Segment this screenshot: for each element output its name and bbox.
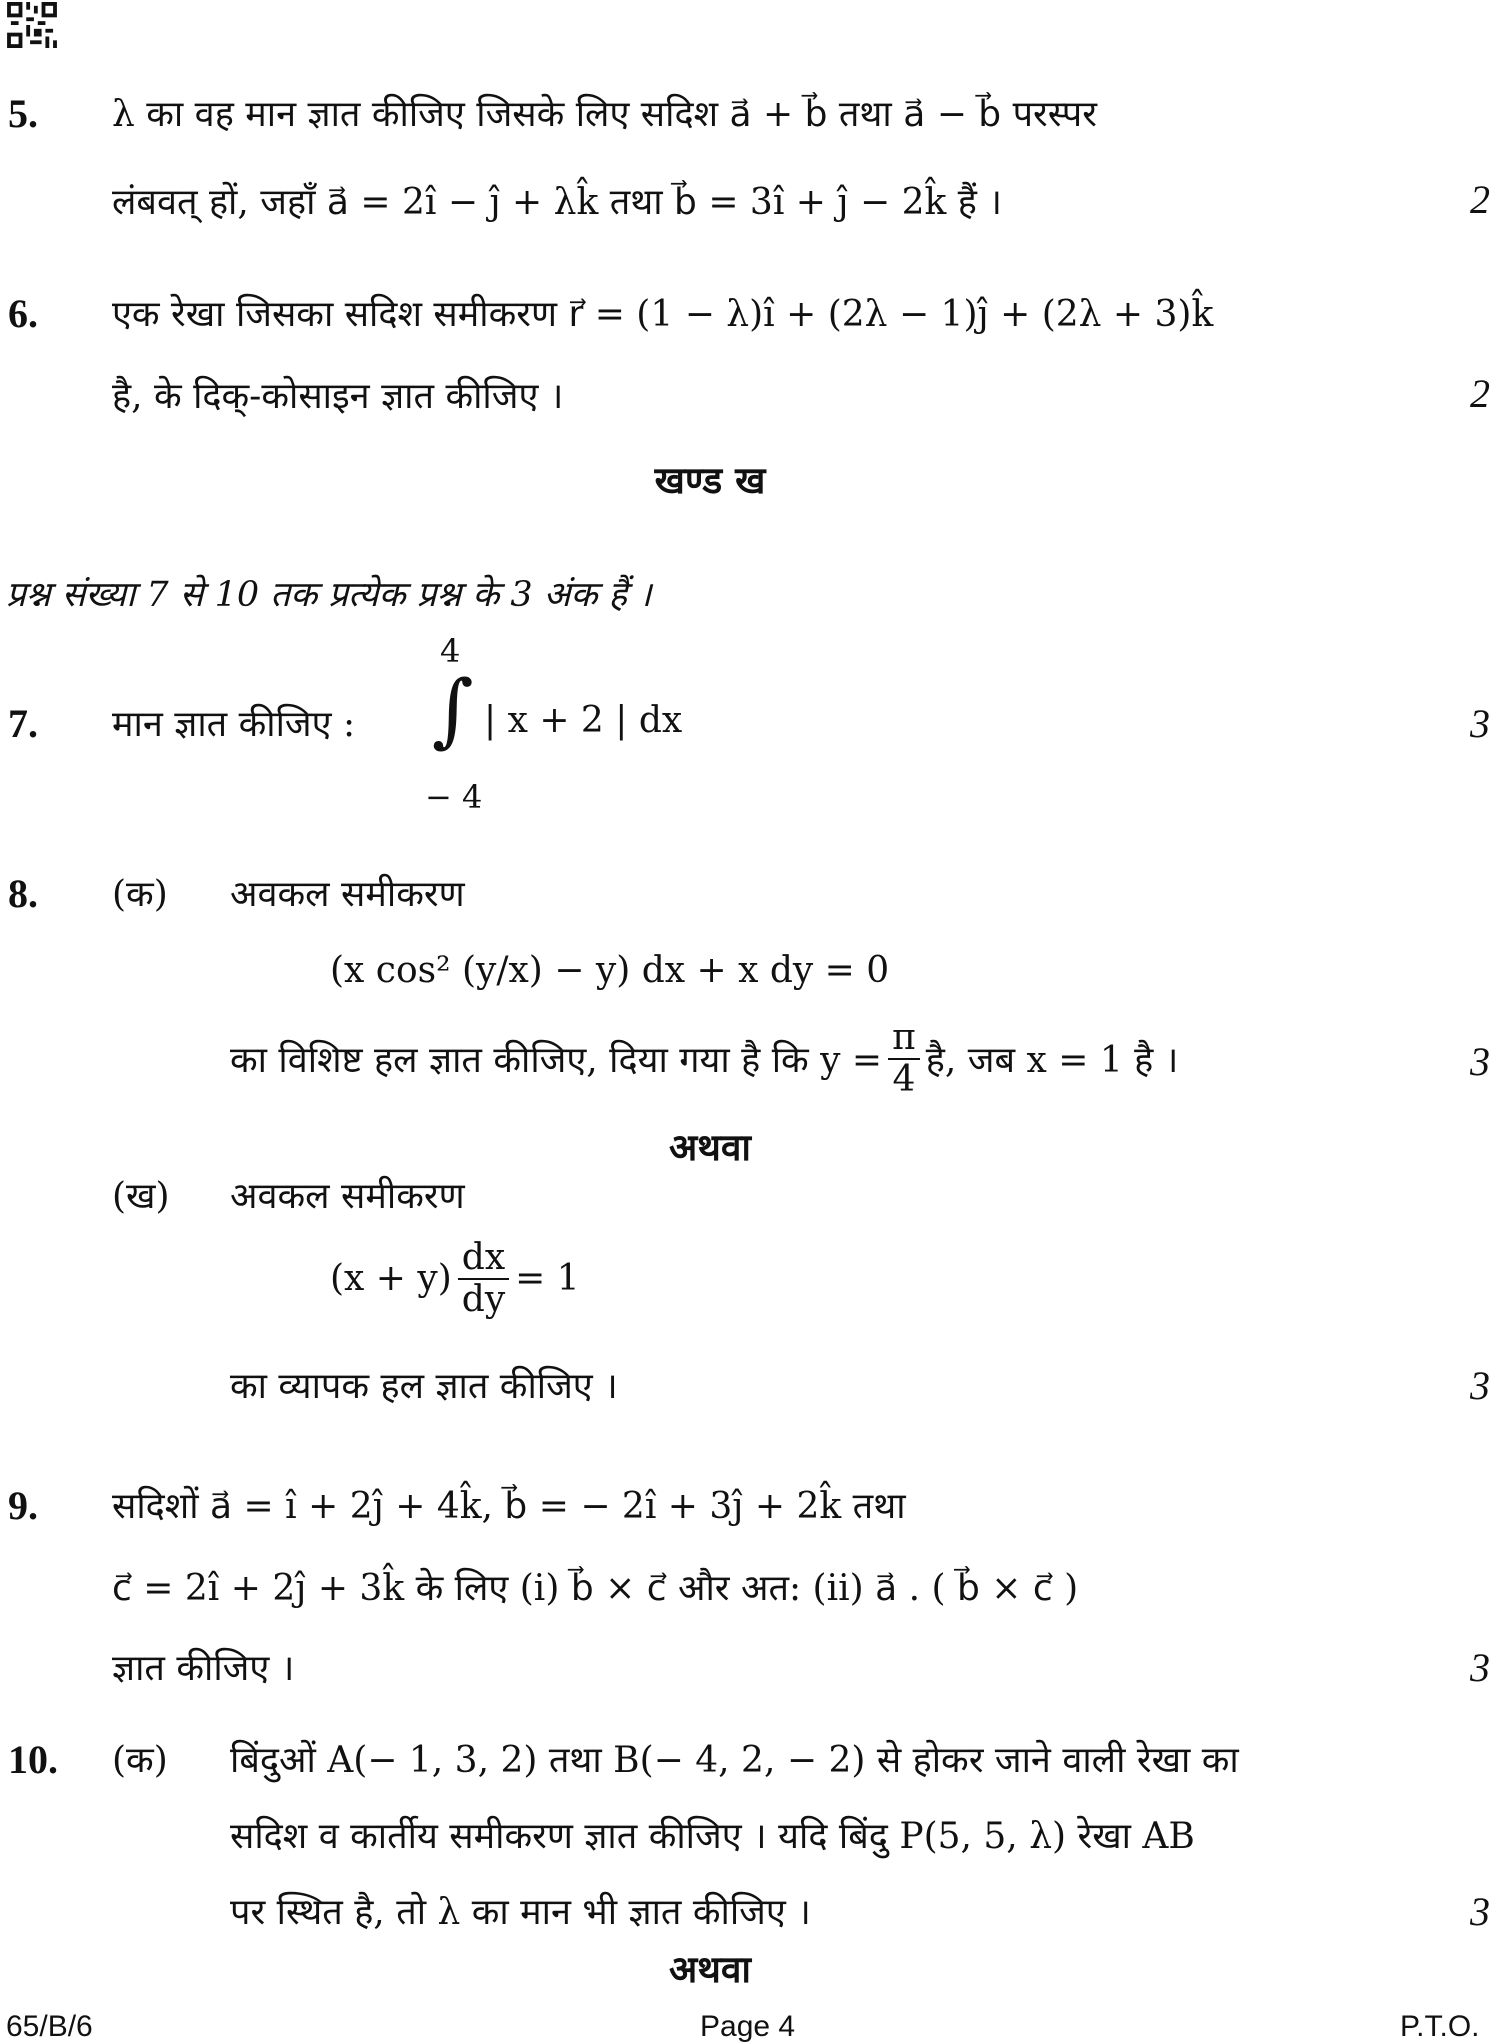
fraction-denominator: 4 bbox=[892, 1058, 916, 1100]
pi-over-4-fraction bbox=[888, 1018, 920, 1099]
q5-line2: लंबवत् हों, जहाँ a⃗ = 2î − ĵ + λk̂ तथा b⃗ = 3î + ĵ − 2k̂ हैं । bbox=[112, 182, 1002, 223]
q8b-eq-pre: (x + y) bbox=[330, 1258, 452, 1300]
q8b-marks: 3 bbox=[1470, 1363, 1490, 1408]
paper-code: 65/B/6 bbox=[6, 2010, 93, 2043]
or-divider: अथवा bbox=[668, 1947, 752, 1991]
question-number-6: 6. bbox=[8, 291, 38, 336]
pto-label: P.T.O. bbox=[1400, 2010, 1480, 2043]
q5-marks: 2 bbox=[1470, 177, 1490, 222]
q10-line2: सदिश व कार्तीय समीकरण ज्ञात कीजिए । यदि बिंदु P(5, 5, λ) रेखा AB bbox=[230, 1816, 1195, 1857]
q8a-equation: (x cos² (y/x) − y) dx + x dy = 0 bbox=[330, 950, 890, 991]
q8a-line3-post: है, जब x = 1 है । bbox=[925, 1040, 1179, 1082]
dx-over-dy-fraction bbox=[458, 1238, 509, 1319]
q7-marks: 3 bbox=[1470, 701, 1490, 746]
q9-marks: 3 bbox=[1470, 1645, 1490, 1690]
integral-lower-limit: − 4 bbox=[425, 778, 483, 816]
q6-marks: 2 bbox=[1470, 371, 1490, 416]
q8-label-a: (क) bbox=[112, 874, 168, 915]
q8b-eq-post: = 1 bbox=[515, 1258, 580, 1300]
q5-line1: λ का वह मान ज्ञात कीजिए जिसके लिए सदिश a⃗ + b⃗ तथा a⃗ − b⃗ परस्पर bbox=[112, 94, 1097, 135]
integral-sign: ∫ bbox=[432, 663, 474, 756]
page-number: Page 4 bbox=[700, 2010, 796, 2043]
q8b-line3: का व्यापक हल ज्ञात कीजिए । bbox=[230, 1366, 618, 1407]
q8a-line3-pre: का विशिष्ट हल ज्ञात कीजिए, दिया गया है कि y = bbox=[230, 1040, 883, 1082]
q7-text: मान ज्ञात कीजिए : bbox=[112, 704, 356, 745]
q8-label-b: (ख) bbox=[112, 1176, 170, 1217]
question-number-7: 7. bbox=[8, 701, 38, 746]
question-number-5: 5. bbox=[8, 91, 38, 136]
section-title: खण्ड ख bbox=[654, 458, 766, 502]
q10-label-a: (क) bbox=[112, 1740, 168, 1781]
q10-line1: बिंदुओं A(− 1, 3, 2) तथा B(− 4, 2, − 2) से होकर जाने वाली रेखा का bbox=[230, 1740, 1239, 1781]
q9-line3: ज्ञात कीजिए । bbox=[112, 1648, 295, 1689]
integral-upper-limit: 4 bbox=[440, 632, 461, 670]
qr-code-icon bbox=[6, 2, 58, 48]
q8b-line1: अवकल समीकरण bbox=[230, 1176, 465, 1217]
question-number-10: 10. bbox=[8, 1737, 58, 1782]
q10-line3: पर स्थित है, तो λ का मान भी ज्ञात कीजिए । bbox=[230, 1892, 811, 1933]
q10-marks: 3 bbox=[1470, 1889, 1490, 1934]
q6-line1: एक रेखा जिसका सदिश समीकरण r⃗ = (1 − λ)î + (2λ − 1)ĵ + (2λ + 3)k̂ bbox=[112, 294, 1214, 335]
fraction-numerator: dx bbox=[458, 1238, 509, 1280]
section-note: प्रश्न संख्या 7 से 10 तक प्रत्येक प्रश्न के 3 अंक हैं । bbox=[6, 575, 652, 615]
q8a-line1: अवकल समीकरण bbox=[230, 874, 465, 915]
or-divider: अथवा bbox=[668, 1125, 752, 1169]
q8a-line3 bbox=[230, 1018, 1178, 1099]
fraction-denominator: dy bbox=[461, 1278, 506, 1320]
q7-integrand: | x + 2 | dx bbox=[484, 700, 683, 741]
question-number-8: 8. bbox=[8, 871, 38, 916]
q8a-marks: 3 bbox=[1470, 1039, 1490, 1084]
fraction-numerator: π bbox=[888, 1018, 920, 1060]
q6-line2: है, के दिक्-कोसाइन ज्ञात कीजिए । bbox=[112, 376, 564, 417]
q9-line2: c⃗ = 2î + 2ĵ + 3k̂ के लिए (i) b⃗ × c⃗ और अत: (ii) a⃗ . ( b⃗ × c⃗ ) bbox=[112, 1568, 1079, 1609]
q8b-equation bbox=[330, 1238, 580, 1319]
question-number-9: 9. bbox=[8, 1483, 38, 1528]
q9-line1: सदिशों a⃗ = î + 2ĵ + 4k̂, b⃗ = − 2î + 3ĵ + 2k̂ तथा bbox=[112, 1486, 906, 1527]
